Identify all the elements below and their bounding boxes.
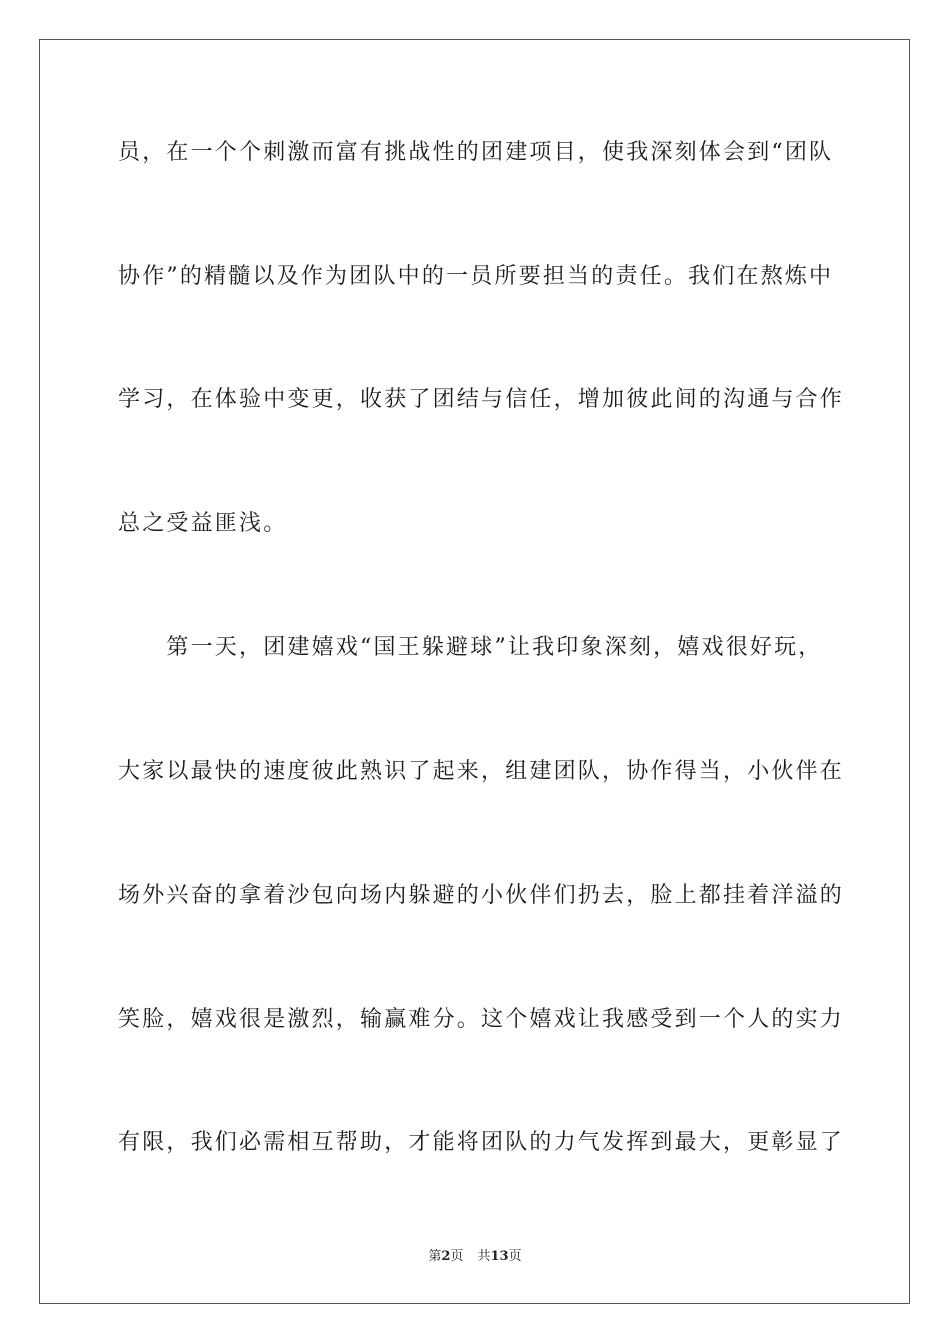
page-prefix: 第: [428, 1249, 442, 1264]
page-border: [39, 39, 910, 1304]
total-suffix: 页: [508, 1249, 522, 1264]
body-line-2: 协作”的精髓以及作为团队中的一员所要担当的责任。我们在熬炼中: [118, 264, 834, 289]
body-line-4: 总之受益匪浅。: [118, 511, 288, 536]
total-prefix: 共: [477, 1249, 491, 1264]
page-number: 2: [441, 1249, 451, 1264]
body-line-9: 有限，我们必需相互帮助，才能将团队的力气发挥到最大，更彰显了: [118, 1130, 845, 1155]
body-line-6: 大家以最快的速度彼此熟识了起来，组建团队，协作得当，小伙伴在: [118, 759, 845, 784]
page-suffix: 页: [450, 1249, 464, 1264]
body-line-5: 第一天，团建嬉戏“国王躲避球”让我印象深刻，嬉戏很好玩，: [118, 635, 823, 660]
body-line-1: 员，在一个个刺激而富有挑战性的团建项目，使我深刻体会到“团队: [118, 140, 834, 165]
total-pages: 13: [490, 1249, 509, 1264]
body-line-7: 场外兴奋的拿着沙包向场内躲避的小伙伴们扔去，脸上都挂着洋溢的: [118, 883, 845, 908]
body-line-3: 学习，在体验中变更，收获了团结与信任，增加彼此间的沟通与合作: [118, 387, 845, 412]
body-line-8: 笑脸，嬉戏很是激烈，输赢难分。这个嬉戏让我感受到一个人的实力: [118, 1007, 845, 1032]
page-footer: [0, 1248, 950, 1266]
